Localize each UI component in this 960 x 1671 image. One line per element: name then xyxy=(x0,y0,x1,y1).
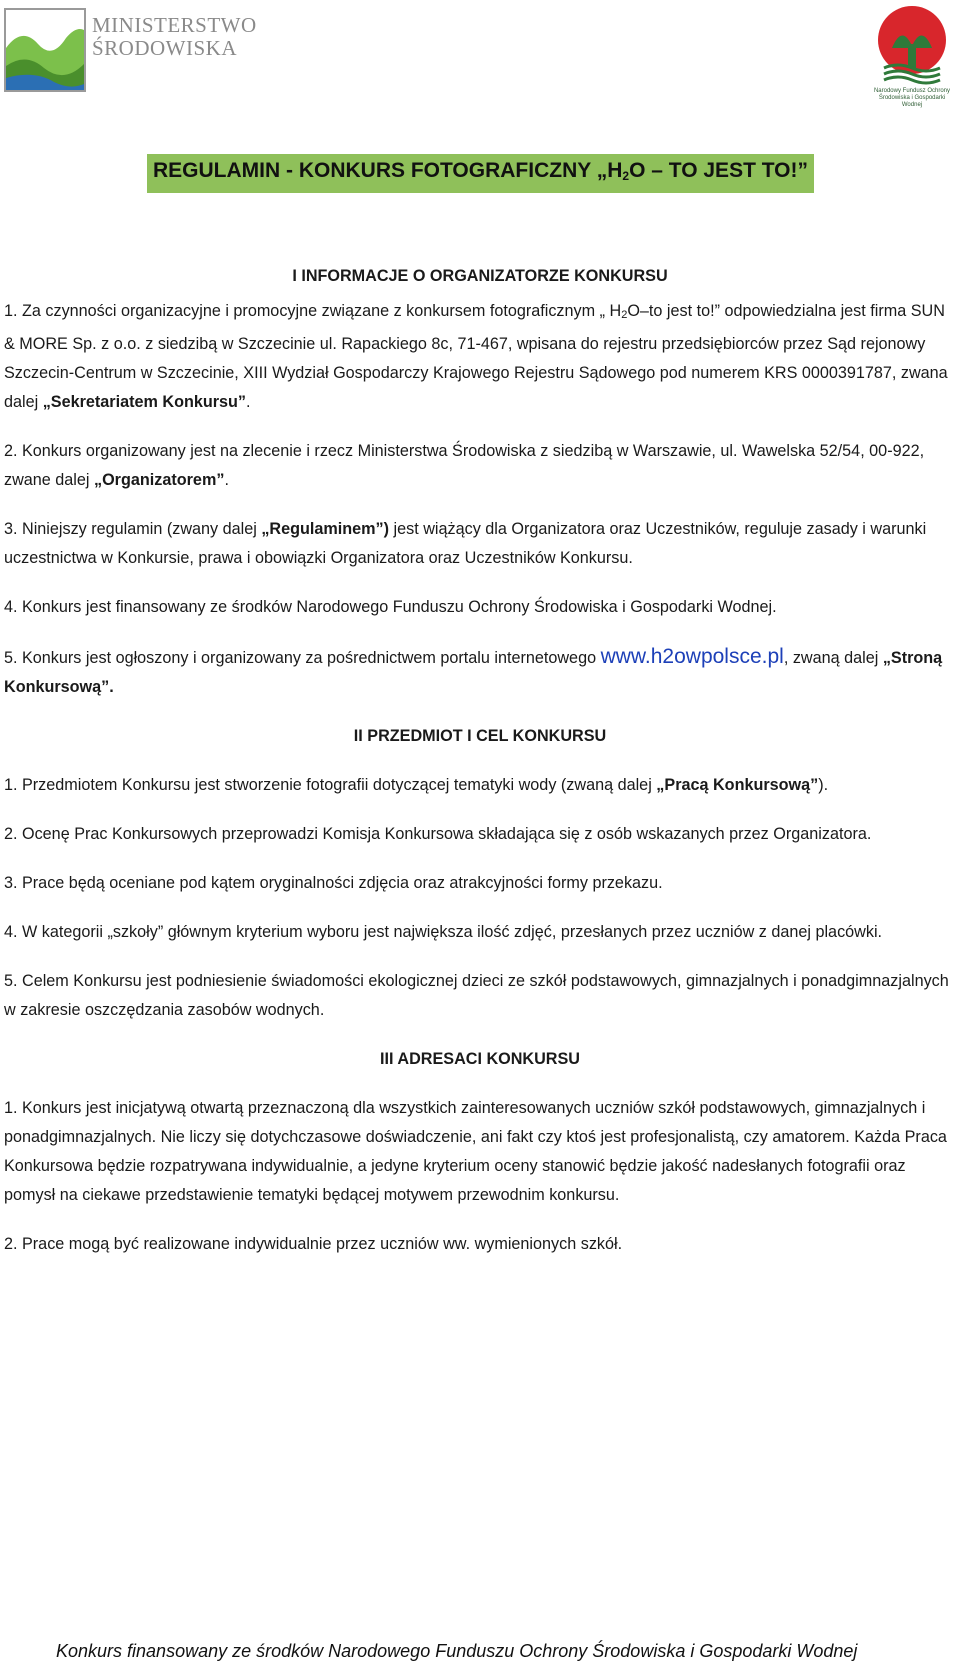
s3-paragraph-2: 2. Prace mogą być realizowane indywidualnie przez uczniów ww. wymienionych szkół. xyxy=(4,1235,623,1253)
ministry-logo-line2: ŚRODOWISKA xyxy=(92,36,238,60)
s1-paragraph-1: 1. Za czynności organizacyjne i promocyjne związane z konkursem fotograficznym „ $H_2O-to$ jest to!” odpowiedzialna jest firma SUN & MORE Sp. z o.o. z siedzibą w Szczecinie ul. Rapackiego 8c, 71-467, wpisana do rejestru przedsiębiorców przez Sąd rejonowy Szczecin-Centrum w Szczecinie, XIII Wydział Gospodarczy Krajowego Rejestru Sądowego pod numerem KRS 0000391787, zwana dalej „Sekretariatem Konkursu”. xyxy=(4,302,948,411)
page-footer: Konkurs finansowany ze środków Narodowego Funduszu Ochrony Środowiska i Gospodarki Wodnej xyxy=(56,1641,858,1661)
contest-website-link[interactable]: www.h2owpolsce.pl xyxy=(600,645,784,668)
document-title-wrap xyxy=(147,154,814,193)
ministry-logo xyxy=(4,8,257,92)
s1-paragraph-5: 5. Konkurs jest ogłoszony i organizowany za pośrednictwem portalu internetowego www.h2owpolsce.pl, zwaną dalej „Stroną Konkursową”. xyxy=(4,645,943,696)
document-body xyxy=(4,262,956,1279)
document-title: REGULAMIN - KONKURS FOTOGRAFICZNY $„H_2O$ – TO JEST TO!” xyxy=(147,154,814,193)
ministry-logo-line1: MINISTERSTWO xyxy=(92,13,257,37)
section-heading-addressees: III ADRESACI KONKURSU xyxy=(380,1050,580,1068)
s2-paragraph-1: 1. Przedmiotem Konkursu jest stworzenie fotografii dotyczącej tematyki wody (zwaną dalej „Pracą Konkursową”). xyxy=(4,776,829,794)
fund-logo-caption: Narodowy Fundusz Ochrony Środowiska i Gospodarki Wodnej xyxy=(873,88,951,108)
s2-paragraph-5: 5. Celem Konkursu jest podniesienie świadomości ekologicznej dzieci ze szkół podstawowych, gimnazjalnych i ponadgimnazjalnych w zakresie oszczędzania zasobów wodnych. xyxy=(4,972,949,1019)
ministry-logo-text xyxy=(92,13,257,60)
s2-paragraph-4: 4. W kategorii „szkoły” głównym kryterium wyboru jest największa ilość zdjęć, przesłanych przez uczniów z danej placówki. xyxy=(4,923,883,941)
s2-paragraph-2: 2. Ocenę Prac Konkursowych przeprowadzi Komisja Konkursowa składająca się z osób wskazanych przez Organizatora. xyxy=(4,825,872,843)
section-heading-organizer: I INFORMACJE O ORGANIZATORZE KONKURSU xyxy=(292,267,668,285)
s1-paragraph-3: 3. Niniejszy regulamin (zwany dalej „Regulaminem”) jest wiążący dla Organizatora oraz Uczestników, reguluje zasady i warunki uczestnictwa w Konkursie, prawa i obowiązki Organizatora oraz Uczestników Konkursu. xyxy=(4,520,927,567)
section-heading-subject: II PRZEDMIOT I CEL KONKURSU xyxy=(353,727,607,745)
ministry-mountain-icon xyxy=(4,8,86,92)
fund-emblem-icon xyxy=(868,4,956,88)
s1-paragraph-2: 2. Konkurs organizowany jest na zlecenie i rzecz Ministerstwa Środowiska z siedzibą w Warszawie, ul. Wawelska 52/54, 00-922, zwane dalej „Organizatorem”. xyxy=(4,442,925,489)
s3-paragraph-1: 1. Konkurs jest inicjatywą otwartą przeznaczoną dla wszystkich zainteresowanych uczniów szkół podstawowych, gimnazjalnych i ponadgimnazjalnych. Nie liczy się dotychczasowe doświadczenie, ani fakt czy ktoś jest profesjonalistą, czy amatorem. Każda Praca Konkursowa będzie rozpatrywana indywidualnie, a jedyne kryterium oceny stanowić będzie jakość nadesłanych fotografii oraz pomysł na ciekawe przedstawienie tematyki będącej motywem przewodnim konkursu. xyxy=(4,1099,947,1204)
s1-paragraph-4: 4. Konkurs jest finansowany ze środków Narodowego Funduszu Ochrony Środowiska i Gospodarki Wodnej. xyxy=(4,598,777,616)
fund-logo xyxy=(868,4,956,108)
s2-paragraph-3: 3. Prace będą oceniane pod kątem oryginalności zdjęcia oraz atrakcyjności formy przekazu. xyxy=(4,874,663,892)
